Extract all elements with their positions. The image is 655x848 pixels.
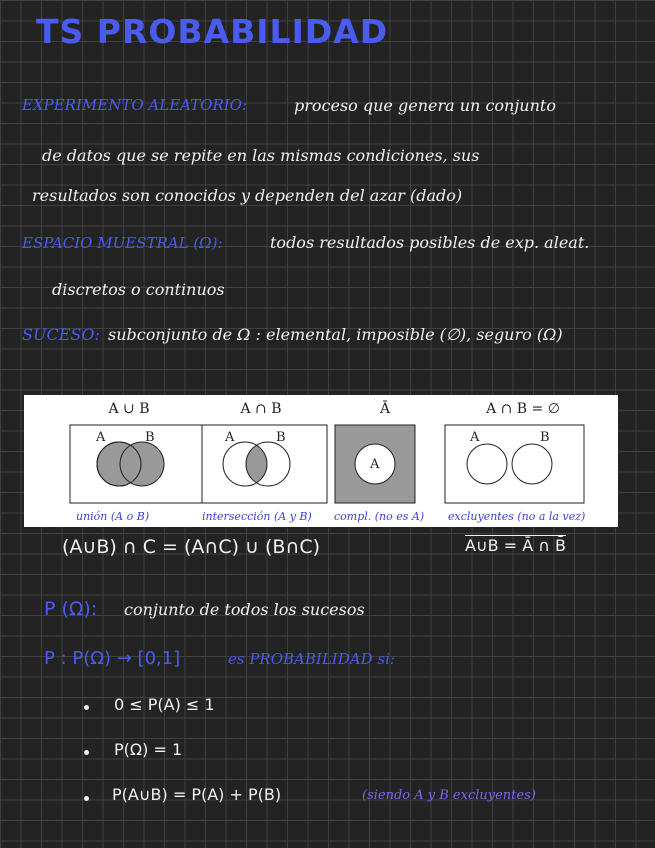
venn-label-b-intersection: B <box>276 430 286 445</box>
def-experimento-3: resultados son conocidos y dependen del azar (dado) <box>32 186 463 205</box>
axiom-1: 0 ≤ P(A) ≤ 1 <box>114 695 215 714</box>
venn-diagrams <box>24 395 618 527</box>
venn-title-intersection: A ∩ B <box>240 401 282 417</box>
bullet-2 <box>84 750 89 755</box>
venn-diagrams-panel <box>24 395 618 527</box>
term-espacio-muestral: ESPACIO MUESTRAL (Ω): <box>22 234 223 252</box>
venn-union <box>70 425 205 503</box>
venn-caption-complement: compl. (no es A) <box>334 510 425 523</box>
venn-label-a-intersection: A <box>225 430 235 445</box>
bullet-3 <box>84 796 89 801</box>
p-omega-label: P (Ω): <box>44 598 98 620</box>
venn-caption-union: unión (A o B) <box>76 510 150 523</box>
term-experimento: EXPERIMENTO ALEATORIO: <box>22 96 248 114</box>
probability-definition: P : P(Ω) → [0,1] <box>44 648 181 669</box>
venn-caption-disjoint: excluyentes (no a la vez) <box>448 510 586 523</box>
venn-title-complement: Ā <box>379 401 391 417</box>
venn-title-union: A ∪ B <box>108 401 150 417</box>
probability-definition-text: es PROBABILIDAD si: <box>228 650 395 668</box>
de-morgan-text: A∪B = Ā ∩ B̄ <box>465 536 567 555</box>
def-suceso: subconjunto de Ω : elemental, imposible (∅), seguro (Ω) <box>108 325 563 344</box>
def-espacio-1: todos resultados posibles de exp. aleat. <box>270 233 590 252</box>
venn-title-disjoint: A ∩ B = ∅ <box>486 401 560 417</box>
p-omega-text: conjunto de todos los sucesos <box>124 600 365 619</box>
venn-intersection <box>202 425 327 503</box>
de-morgan-law <box>465 536 566 555</box>
def-experimento-1: proceso que genera un conjunto <box>294 96 556 115</box>
venn-label-a-complement: A <box>370 457 380 472</box>
venn-disjoint <box>445 425 584 503</box>
term-suceso: SUCESO: <box>22 325 100 344</box>
venn-label-b-union: B <box>145 430 155 445</box>
def-experimento-2: de datos que se repite en las mismas condiciones, sus <box>42 146 480 165</box>
axiom-3: P(A∪B) = P(A) + P(B) <box>112 785 282 804</box>
axiom-2: P(Ω) = 1 <box>114 740 183 759</box>
distributive-law: (A∪B) ∩ C = (A∩C) ∪ (B∩C) <box>62 536 321 558</box>
venn-label-a-union: A <box>96 430 106 445</box>
page-title: TS PROBABILIDAD <box>36 12 389 51</box>
def-espacio-2: discretos o continuos <box>52 280 225 299</box>
venn-label-a-disjoint: A <box>470 430 480 445</box>
axiom-3-note: (siendo A y B excluyentes) <box>362 788 536 803</box>
venn-label-b-disjoint: B <box>540 430 550 445</box>
venn-caption-intersection: intersección (A y B) <box>202 510 312 523</box>
bullet-1 <box>84 705 89 710</box>
